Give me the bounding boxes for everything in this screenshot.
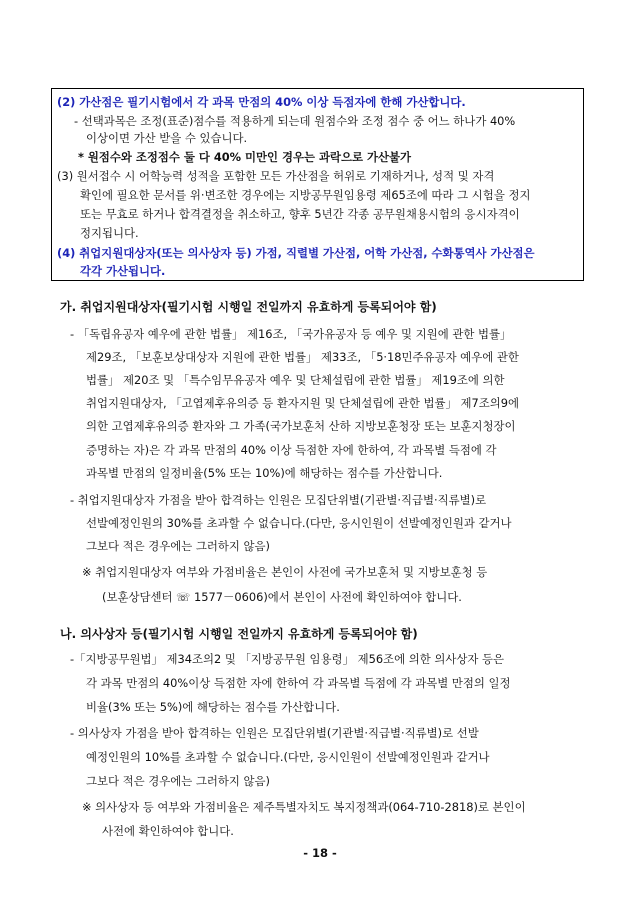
- section-ga-heading: 가. 취업지원대상자(필기시험 시행일 전일까지 유효하게 등록되어야 함): [60, 300, 437, 314]
- section-ga-p2-line1: - 취업지원대상자 가점을 받아 합격하는 인원은 모집단위별(기관별·직급별·직류별)로: [70, 493, 487, 507]
- section-na-p2-line2: 예정인원의 10%를 초과할 수 없습니다.(다만, 응시인원이 선발예정인원과 같거나: [86, 750, 490, 764]
- section-na-p2-line1: - 의사상자 가점을 받아 합격하는 인원은 모집단위별(기관별·직급별·직류별)로 선발: [70, 726, 479, 740]
- section-ga-p1-line5: 의한 고엽제후유의증 환자와 그 가족(국가보훈처 산하 지방보훈청장 또는 보훈지청장이: [86, 419, 516, 433]
- section-na-p1-line1: -「지방공무원법」 제34조의2 및 「지방공무원 임용령」 제56조에 의한 의사상자 등은: [70, 652, 504, 666]
- section-ga-p1-line1: - 「독립유공자 예우에 관한 법률」 제16조, 「국가유공자 등 예우 및 지원에 관한 법률」: [70, 327, 512, 341]
- section-ga-p1-line7: 과목별 만점의 일정비율(5% 또는 10%)에 해당하는 점수를 가산합니다.: [86, 466, 443, 480]
- section-ga-note-line1: ※ 취업지원대상자 여부와 가점비율은 본인이 사전에 국가보훈처 및 지방보훈청 등: [82, 565, 488, 579]
- box-item-2-warning: * 원점수와 조정점수 둘 다 40% 미만인 경우는 과락으로 가산불가: [78, 150, 411, 164]
- section-na-p1-line2: 각 과목 만점의 40%이상 득점한 자에 한하여 각 과목별 득점에 각 과목별 만점의 일정: [86, 676, 511, 690]
- box-item-3-line2: 확인에 필요한 문서를 위·변조한 경우에는 지방공무원임용령 제65조에 따라 그 시험을 정지: [80, 188, 531, 202]
- section-na-p1-line3: 비율(3% 또는 5%)에 해당하는 점수를 가산합니다.: [86, 700, 340, 714]
- page-number: - 18 -: [303, 846, 337, 860]
- box-item-3-line1: (3) 원서접수 시 어학능력 성적을 포함한 모든 가산점을 허위로 기재하거나, 성적 및 자격: [57, 169, 495, 183]
- section-na-note-line2: 사전에 확인하여야 합니다.: [102, 824, 234, 838]
- box-item-2-detail: - 선택과목은 조정(표준)점수를 적용하게 되는데 원점수와 조정 점수 중 어느 하나가 40%: [74, 114, 516, 128]
- section-ga-p2-line3: 그보다 적은 경우에는 그러하지 않음): [86, 539, 270, 553]
- box-item-2-heading: (2) 가산점은 필기시험에서 각 과목 만점의 40% 이상 득점자에 한해 가산합니다.: [57, 95, 466, 109]
- section-ga-p1-line2: 제29조, 「보훈보상대상자 지원에 관한 법률」 제33조, 「5·18민주유공자 예우에 관한: [86, 350, 519, 364]
- section-ga-p2-line2: 선발예정인원의 30%를 초과할 수 없습니다.(다만, 응시인원이 선발예정인원과 같거나: [86, 516, 512, 530]
- box-item-2-detail-cont: 이상이면 가산 받을 수 있습니다.: [86, 131, 248, 145]
- section-na-heading: 나. 의사상자 등(필기시험 시행일 전일까지 유효하게 등록되어야 함): [60, 627, 418, 641]
- section-ga-note-line2: (보훈상담센터 ☏ 1577－0606)에서 본인이 사전에 확인하여야 합니다.: [102, 590, 462, 604]
- section-na-p2-line3: 그보다 적은 경우에는 그러하지 않음): [86, 774, 270, 788]
- section-ga-p1-line4: 취업지원대상자, 「고엽제후유의증 등 환자지원 및 단체설립에 관한 법률」 제7조의9에: [86, 396, 519, 410]
- section-ga-p1-line6: 증명하는 자)은 각 과목 만점의 40% 이상 득점한 자에 한하여, 각 과목별 득점에 각: [86, 443, 497, 457]
- box-item-4-line2: 각각 가산됩니다.: [80, 264, 166, 278]
- box-item-3-line3: 또는 무효로 하거나 합격결정을 취소하고, 향후 5년간 각종 공무원채용시험의 응시자격이: [80, 207, 520, 221]
- box-item-4-line1: (4) 취업지원대상자(또는 의사상자 등) 가점, 직렬별 가산점, 어학 가산점, 수화통역사 가산점은: [57, 246, 535, 260]
- box-item-3-line4: 정지됩니다.: [80, 226, 139, 240]
- section-na-note-line1: ※ 의사상자 등 여부와 가점비율은 제주특별자치도 복지정책과(064-710-2818)로 본인이: [82, 800, 526, 814]
- section-ga-p1-line3: 법률」 제20조 및 「특수임무유공자 예우 및 단체설립에 관한 법률」 제19조에 의한: [86, 373, 505, 387]
